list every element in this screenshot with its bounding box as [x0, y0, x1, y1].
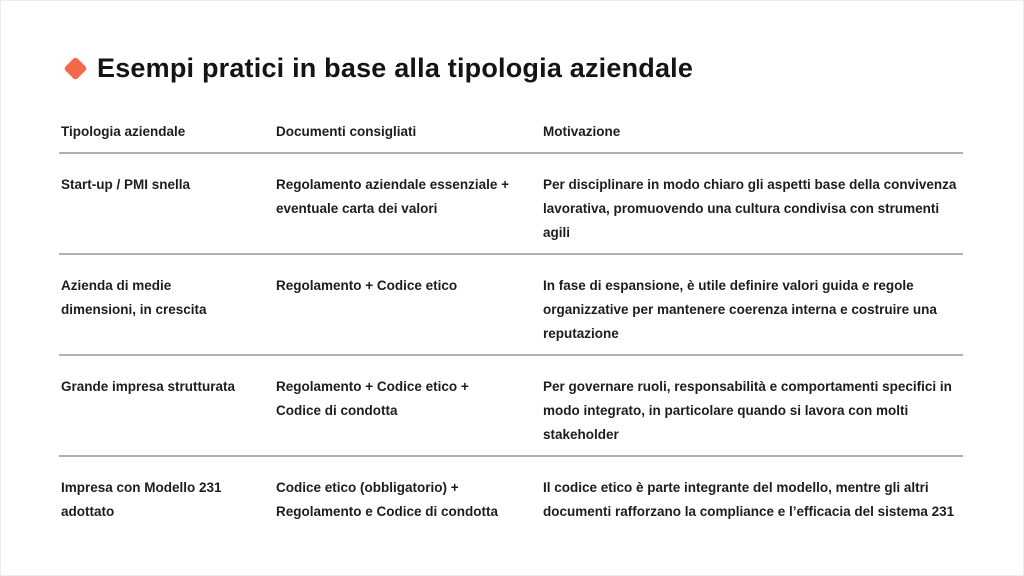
column-header-tipologia: Tipologia aziendale — [59, 104, 274, 153]
cell-motivazione: Il codice etico è parte integrante del modello, mentre gli altri documenti rafforzano la compliance e l’efficacia del sistema 231 — [543, 480, 955, 519]
cell-documenti: Regolamento + Codice etico — [274, 254, 541, 355]
column-header-motivazione: Motivazione — [541, 104, 963, 153]
cell-tipologia: Start-up / PMI snella — [59, 153, 274, 254]
cell-documenti: Regolamento aziendale essenziale + eventuale carta dei valori — [274, 153, 541, 254]
cell-documenti: Codice etico (obbligatorio) + Regolamento e Codice di condotta — [276, 480, 499, 519]
column-header-documenti: Documenti consigliati — [274, 104, 541, 153]
cell-motivazione: In fase di espansione, è utile definire valori guida e regole organizzative per mantenere coerenza interna e costruire una reputazione — [541, 254, 963, 355]
table-row — [59, 456, 963, 532]
cell-tipologia: Azienda di medie dimensioni, in crescita — [59, 254, 274, 355]
title-row — [1, 1, 1023, 84]
slide-title: Esempi pratici in base alla tipologia aziendale — [97, 53, 694, 83]
company-type-table — [59, 104, 963, 532]
table-row — [59, 355, 963, 456]
diamond-bullet-icon — [63, 56, 87, 80]
cell-motivazione: Per governare ruoli, responsabilità e comportamenti specifici in modo integrato, in particolare quando si lavora con molti stakeholder — [541, 355, 963, 456]
table-row — [59, 254, 963, 355]
cell-documenti: Regolamento + Codice etico + Codice di condotta — [274, 355, 541, 456]
cell-tipologia: Impresa con Modello 231 adottato — [61, 480, 222, 519]
table-header-row — [59, 104, 963, 153]
cell-motivazione: Per disciplinare in modo chiaro gli aspetti base della convivenza lavorativa, promuovendo una cultura condivisa con strumenti agili — [541, 153, 963, 254]
cell-tipologia: Grande impresa strutturata — [59, 355, 274, 456]
table-row — [59, 153, 963, 254]
